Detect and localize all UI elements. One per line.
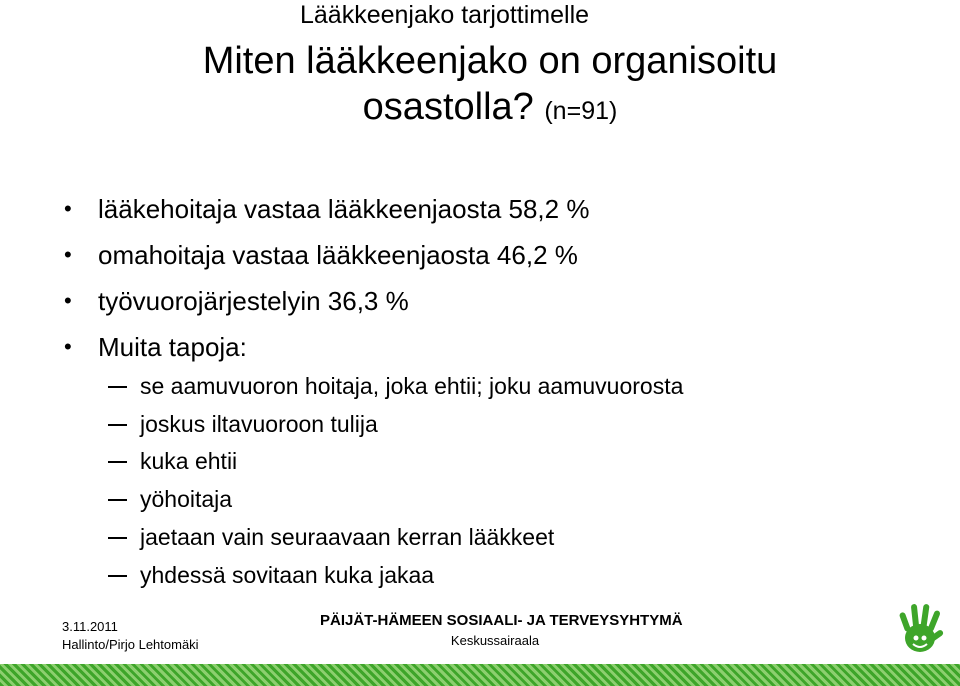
bullet-dot-icon: • bbox=[64, 196, 72, 221]
sub-bullet-text: yöhoitaja bbox=[140, 486, 233, 513]
sub-bullet-item bbox=[108, 519, 683, 557]
footer-organization: PÄIJÄT-HÄMEEN SOSIAALI- JA TERVEYSYHTYMÄ bbox=[320, 612, 683, 629]
sub-bullet-item bbox=[108, 368, 683, 406]
bullet-text: lääkehoitaja vastaa lääkkeenjaosta 58,2 % bbox=[98, 194, 590, 224]
sub-bullet-text: se aamuvuoron hoitaja, joka ehtii; joku aamuvuorosta bbox=[140, 373, 684, 399]
sub-bullet-list bbox=[108, 368, 683, 594]
sample-size: (n=91) bbox=[544, 97, 618, 125]
bullet-item bbox=[62, 186, 589, 232]
bullet-dot-icon: • bbox=[64, 288, 72, 313]
sub-bullet-text: joskus iltavuoroon tulija bbox=[140, 410, 378, 437]
sub-bullet-text: yhdessä sovitaan kuka jakaa bbox=[140, 561, 435, 588]
dash-icon bbox=[108, 424, 127, 426]
pre-title: Lääkkeenjako tarjottimelle bbox=[300, 1, 590, 29]
bullet-text: Muita tapoja: bbox=[98, 332, 247, 362]
sub-bullet-item bbox=[108, 481, 683, 519]
footer-green-bar bbox=[0, 664, 960, 686]
bullet-dot-icon: • bbox=[64, 242, 72, 267]
bullet-item bbox=[62, 324, 589, 370]
dash-icon bbox=[108, 386, 127, 388]
footer-date: 3.11.2011 bbox=[62, 619, 118, 634]
dash-icon bbox=[108, 537, 127, 539]
bullet-text: työvuorojärjestelyin 36,3 % bbox=[98, 286, 409, 316]
sub-bullet-item bbox=[108, 557, 683, 595]
footer-center bbox=[320, 610, 683, 650]
bullet-item bbox=[62, 232, 589, 278]
footer-left bbox=[62, 618, 199, 654]
dash-icon bbox=[108, 575, 127, 577]
dash-icon bbox=[108, 499, 127, 501]
bullet-text: omahoitaja vastaa lääkkeenjaosta 46,2 % bbox=[98, 240, 578, 270]
sub-bullet-item bbox=[108, 443, 683, 481]
green-hand-logo-icon bbox=[894, 600, 948, 663]
footer-unit: Keskussairaala bbox=[450, 633, 540, 648]
title-line-2 bbox=[160, 84, 820, 134]
sub-bullet-item bbox=[108, 406, 683, 444]
dash-icon bbox=[108, 461, 127, 463]
slide-title bbox=[160, 38, 820, 134]
title-line-1: Miten lääkkeenjako on organisoitu bbox=[202, 40, 778, 82]
bullet-list bbox=[62, 186, 589, 370]
sub-bullet-text: kuka ehtii bbox=[140, 448, 238, 475]
bullet-item bbox=[62, 278, 589, 324]
footer-author: Hallinto/Pirjo Lehtomäki bbox=[62, 637, 199, 652]
sub-bullet-text: jaetaan vain seuraavaan kerran lääkkeet bbox=[140, 523, 555, 550]
bullet-dot-icon: • bbox=[64, 334, 72, 359]
title-question: osastolla? bbox=[362, 86, 534, 128]
